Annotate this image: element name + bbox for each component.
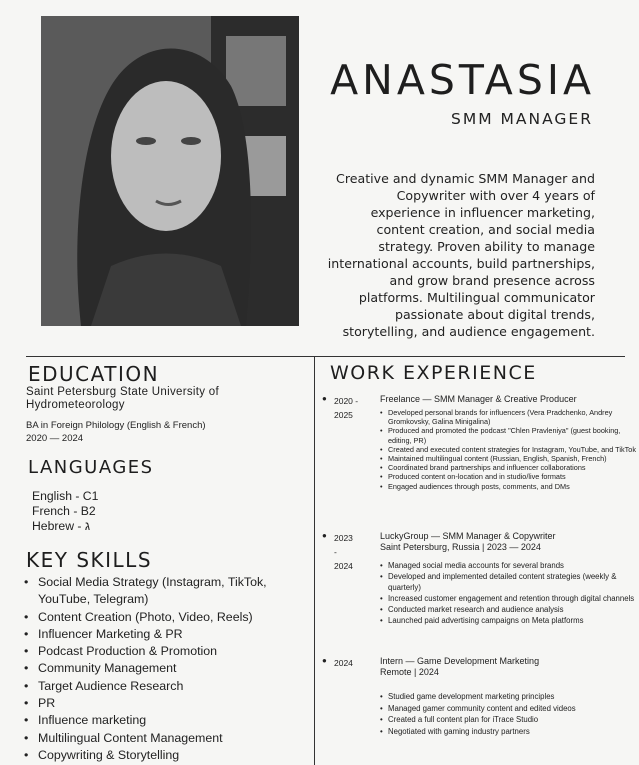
- skill-item: • Content Creation (Photo, Video, Reels): [24, 609, 310, 626]
- job-bullet: • Maintained multilingual content (Russian, English, Spanish, French): [380, 454, 636, 463]
- portrait-image: [41, 16, 299, 326]
- languages-list: [32, 489, 98, 534]
- skill-item: • Influencer Marketing & PR: [24, 626, 310, 643]
- job-bullet: • Studied game development marketing principles: [380, 691, 636, 703]
- skills-title: KEY SKILLS: [26, 548, 153, 572]
- job-date-line: -: [334, 547, 337, 557]
- job-date-line: 2023: [334, 533, 353, 543]
- skill-item: • Target Audience Research: [24, 678, 310, 695]
- job-date-line: 2024: [334, 658, 353, 668]
- job-date-line: 2025: [334, 410, 353, 420]
- job-bullet: • Launched paid advertising campaigns on Meta platforms: [380, 615, 636, 626]
- job-heading: [380, 531, 635, 552]
- job-bullet: • Created and executed content strategies for Instagram, YouTube, and TikTok: [380, 445, 636, 454]
- education-degree-block: [26, 420, 206, 445]
- bullet-icon: ●: [322, 531, 327, 540]
- job-dates: [334, 394, 368, 422]
- profile-summary: Creative and dynamic SMM Manager and Copywriter with over 4 years of experience in influencer marketing, content creation, and social media strategy. Proven ability to manage international accounts, build partnerships, and grow brand presence across platforms. Multilingual communicator passionate about digital trends, storytelling, and audience engagement.: [327, 171, 595, 339]
- job-bullet: • Increased customer engagement and retention through digital channels: [380, 593, 636, 604]
- skill-item: • Influence marketing: [24, 712, 310, 729]
- skill-item: • Social Media Strategy (Instagram, TikTok, YouTube, Telegram): [24, 574, 310, 609]
- education-title: EDUCATION: [28, 362, 160, 386]
- job-heading: [380, 656, 635, 677]
- job-bullet: • Conducted market research and audience analysis: [380, 604, 636, 615]
- job-date-line: 2024: [334, 561, 353, 571]
- job-bullet: • Produced content on-location and in studio/live formats: [380, 472, 636, 481]
- language-item: French - B2: [32, 504, 96, 518]
- job-bullet: • Developed personal brands for influencers (Vera Pradchenko, Andrey Gromkovsky, Galina Minigalina): [380, 408, 636, 426]
- job-title: LuckyGroup — SMM Manager & Copywriter: [380, 531, 556, 541]
- job-title: Intern — Game Development Marketing: [380, 656, 540, 666]
- education-degree: BA in Foreign Philology (English & French): [26, 420, 206, 431]
- job-heading: [380, 394, 635, 405]
- bullet-icon: ●: [322, 394, 327, 403]
- job-bullet: • Created a full content plan for iTrace Studio: [380, 714, 636, 726]
- job-bullet: • Engaged audiences through posts, comments, and DMs: [380, 482, 636, 491]
- education-years: 2020 — 2024: [26, 432, 84, 444]
- job-location: Remote | 2024: [380, 666, 439, 677]
- skill-item: • Copywriting & Storytelling: [24, 747, 310, 764]
- languages-title: LANGUAGES: [28, 457, 154, 478]
- profile-photo: [41, 16, 299, 326]
- job-bullet: • Produced and promoted the podcast "Chlen Pravleniya" (guest booking, editing, PR): [380, 426, 636, 444]
- skill-item: • Community Management: [24, 660, 310, 677]
- skills-list: [24, 574, 310, 764]
- job-title: Freelance — SMM Manager & Creative Producer: [380, 394, 577, 404]
- job-bullets: [380, 408, 636, 491]
- job-role: SMM MANAGER: [451, 110, 593, 128]
- job-bullet: • Developed and implemented detailed content strategies (weekly & quarterly): [380, 571, 636, 593]
- language-item: Hebrew - ג: [32, 519, 90, 533]
- horizontal-divider: [26, 356, 625, 357]
- education-school-line: Saint Petersburg State University of: [26, 386, 219, 398]
- job-dates: [334, 656, 368, 670]
- job-date-line: 2020 -: [334, 396, 359, 406]
- skill-item: • Podcast Production & Promotion: [24, 643, 310, 660]
- bullet-icon: ●: [322, 656, 327, 665]
- skill-item: • PR: [24, 695, 310, 712]
- job-bullets: [380, 691, 636, 737]
- person-name: ANASTASIA: [330, 56, 595, 104]
- skill-item: • Multilingual Content Management: [24, 730, 310, 747]
- job-bullets: [380, 560, 636, 626]
- job-bullet: • Managed social media accounts for several brands: [380, 560, 636, 571]
- education-school-line: Hydrometeorology: [26, 399, 125, 411]
- vertical-divider: [314, 356, 315, 765]
- job-bullet: • Coordinated brand partnerships and influencer collaborations: [380, 463, 636, 472]
- job-bullet: • Negotiated with gaming industry partners: [380, 726, 636, 738]
- job-dates: [334, 531, 368, 573]
- education-school: [26, 386, 306, 412]
- work-title: WORK EXPERIENCE: [330, 362, 537, 384]
- language-item: English - C1: [32, 489, 99, 503]
- job-location: Saint Petersburg, Russia | 2023 — 2024: [380, 541, 541, 552]
- job-bullet: • Managed gamer community content and edited videos: [380, 703, 636, 715]
